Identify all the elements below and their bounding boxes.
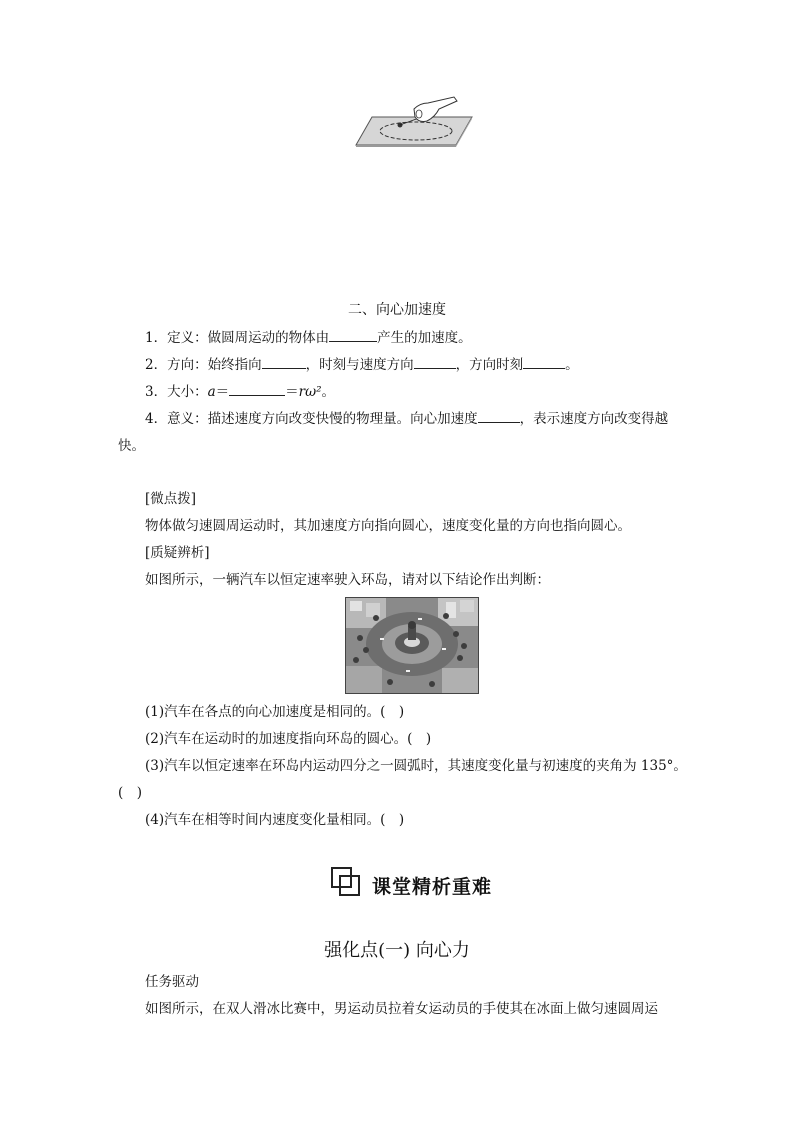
task-label: 任务驱动 bbox=[145, 974, 199, 990]
definition-suffix: 产生的加速度。 bbox=[377, 330, 472, 346]
answer-blank bbox=[229, 382, 285, 396]
tip-text: 物体做匀速圆周运动时，其加速度方向指向圆心，速度变化量的方向也指向圆心。 bbox=[145, 518, 631, 534]
meaning-line bbox=[145, 409, 668, 429]
answer-blank bbox=[262, 355, 306, 369]
direction-text-4: 。 bbox=[565, 357, 579, 373]
task-text: 如图所示，在双人滑冰比赛中，男运动员拉着女运动员的手使其在冰面上做匀速圆周运 bbox=[145, 1001, 658, 1017]
variable-a: a bbox=[207, 384, 216, 400]
subtitle-reinforcement-point: 强化点(一) 向心力 bbox=[324, 940, 470, 961]
direction-text-3: ，方向时刻 bbox=[455, 357, 524, 373]
formula-r-omega-squared: rω² bbox=[298, 384, 322, 400]
question-3: (3)汽车以恒定速率在环岛内运动四分之一圆弧时，其速度变化量与初速度的夹角为 135°。 bbox=[145, 758, 687, 774]
answer-blank bbox=[414, 355, 456, 369]
meaning-text-2: ，表示速度方向改变得越 bbox=[519, 411, 669, 427]
overlapping-squares-icon bbox=[330, 866, 362, 898]
magnitude-line bbox=[145, 382, 335, 402]
direction-text-1: 2．方向：始终指向 bbox=[145, 357, 262, 373]
analysis-label: [质疑辨析] bbox=[145, 545, 210, 561]
magnitude-text: 3．大小： bbox=[145, 384, 208, 400]
answer-blank bbox=[329, 328, 377, 342]
meaning-line-cont: 快。 bbox=[118, 438, 145, 454]
question-2: (2)汽车在运动时的加速度指向环岛的圆心。( ) bbox=[145, 731, 432, 747]
section-title: 二、向心加速度 bbox=[348, 302, 446, 318]
hand-circle-figure bbox=[352, 95, 478, 153]
answer-blank bbox=[523, 355, 565, 369]
answer-blank bbox=[478, 409, 520, 423]
equals-sign: ＝ bbox=[215, 384, 230, 400]
tip-label: [微点拨] bbox=[145, 491, 197, 507]
question-1: (1)汽车在各点的向心加速度是相同的。( ) bbox=[145, 704, 405, 720]
definition-line bbox=[145, 328, 472, 348]
direction-text-2: ，时刻与速度方向 bbox=[305, 357, 414, 373]
definition-prefix: 1．定义：做圆周运动的物体由 bbox=[145, 330, 330, 346]
meaning-text-1: 4．意义：描述速度方向改变快慢的物理量。向心加速度 bbox=[145, 411, 478, 427]
direction-line bbox=[145, 355, 579, 375]
roundabout-photo bbox=[345, 597, 479, 694]
magnitude-end: 。 bbox=[321, 384, 336, 400]
classroom-header: 课堂精析重难 bbox=[372, 876, 493, 898]
equals-sign: ＝ bbox=[285, 384, 299, 400]
question-4: (4)汽车在相等时间内速度变化量相同。( ) bbox=[145, 812, 405, 828]
question-3-bracket: ( ) bbox=[118, 785, 143, 801]
analysis-intro: 如图所示，一辆汽车以恒定速率驶入环岛，请对以下结论作出判断： bbox=[145, 572, 550, 588]
